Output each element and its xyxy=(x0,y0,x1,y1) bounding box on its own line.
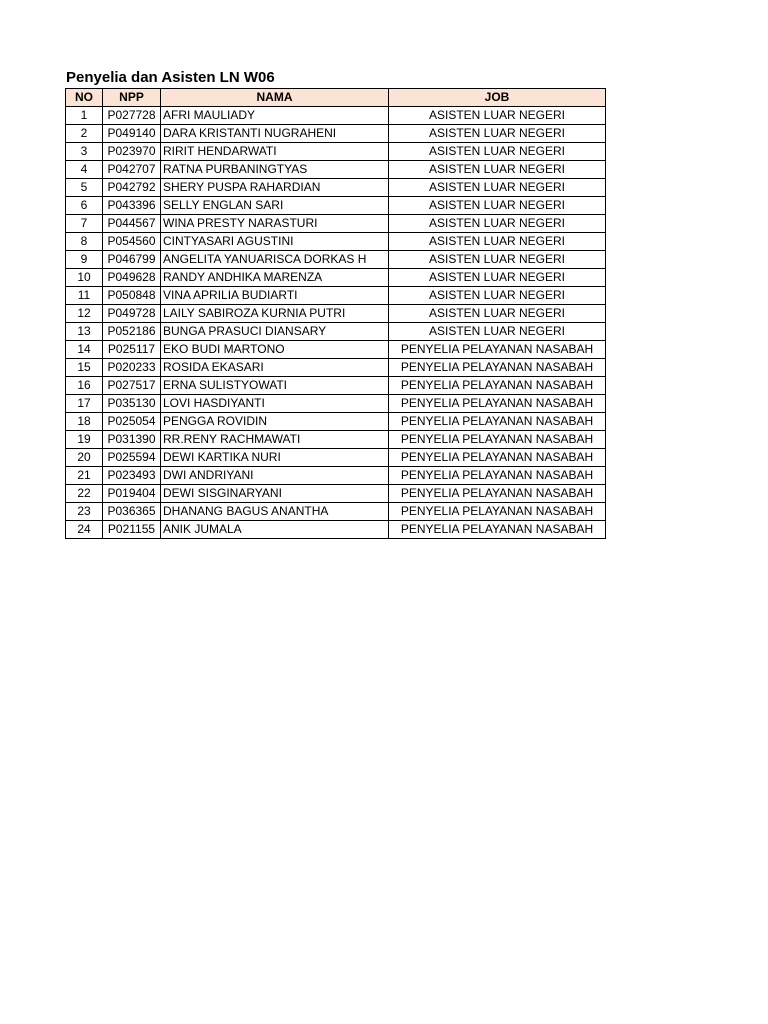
cell-job: PENYELIA PELAYANAN NASABAH xyxy=(389,485,606,503)
table-row xyxy=(66,197,606,215)
cell-no: 17 xyxy=(66,395,103,413)
cell-nama: LAILY SABIROZA KURNIA PUTRI xyxy=(161,305,389,323)
table-body xyxy=(66,107,606,539)
cell-no: 2 xyxy=(66,125,103,143)
cell-job: ASISTEN LUAR NEGERI xyxy=(389,215,606,233)
cell-npp: P035130 xyxy=(103,395,161,413)
table-row xyxy=(66,485,606,503)
cell-job: PENYELIA PELAYANAN NASABAH xyxy=(389,467,606,485)
cell-no: 22 xyxy=(66,485,103,503)
header-nama: NAMA xyxy=(161,89,389,107)
cell-nama: PENGGA ROVIDIN xyxy=(161,413,389,431)
cell-job: ASISTEN LUAR NEGERI xyxy=(389,323,606,341)
table-row xyxy=(66,377,606,395)
cell-npp: P020233 xyxy=(103,359,161,377)
cell-no: 12 xyxy=(66,305,103,323)
cell-no: 8 xyxy=(66,233,103,251)
cell-nama: DHANANG BAGUS ANANTHA xyxy=(161,503,389,521)
cell-no: 24 xyxy=(66,521,103,539)
cell-npp: P050848 xyxy=(103,287,161,305)
cell-npp: P021155 xyxy=(103,521,161,539)
cell-nama: ANIK JUMALA xyxy=(161,521,389,539)
cell-job: PENYELIA PELAYANAN NASABAH xyxy=(389,413,606,431)
cell-npp: P049140 xyxy=(103,125,161,143)
cell-nama: RATNA PURBANINGTYAS xyxy=(161,161,389,179)
cell-nama: ROSIDA EKASARI xyxy=(161,359,389,377)
cell-nama: CINTYASARI AGUSTINI xyxy=(161,233,389,251)
cell-nama: ERNA SULISTYOWATI xyxy=(161,377,389,395)
cell-npp: P025594 xyxy=(103,449,161,467)
table-row xyxy=(66,161,606,179)
cell-npp: P031390 xyxy=(103,431,161,449)
table-row xyxy=(66,287,606,305)
cell-npp: P025054 xyxy=(103,413,161,431)
cell-nama: VINA APRILIA BUDIARTI xyxy=(161,287,389,305)
table-row xyxy=(66,503,606,521)
cell-no: 7 xyxy=(66,215,103,233)
cell-nama: DEWI SISGINARYANI xyxy=(161,485,389,503)
table-row xyxy=(66,467,606,485)
cell-npp: P043396 xyxy=(103,197,161,215)
table-row xyxy=(66,251,606,269)
cell-job: ASISTEN LUAR NEGERI xyxy=(389,125,606,143)
cell-npp: P054560 xyxy=(103,233,161,251)
cell-npp: P046799 xyxy=(103,251,161,269)
cell-no: 5 xyxy=(66,179,103,197)
table-row xyxy=(66,413,606,431)
cell-nama: RR.RENY RACHMAWATI xyxy=(161,431,389,449)
cell-npp: P023493 xyxy=(103,467,161,485)
cell-no: 1 xyxy=(66,107,103,125)
cell-nama: DARA KRISTANTI NUGRAHENI xyxy=(161,125,389,143)
table-row xyxy=(66,143,606,161)
cell-nama: DWI ANDRIYANI xyxy=(161,467,389,485)
cell-npp: P042792 xyxy=(103,179,161,197)
cell-job: ASISTEN LUAR NEGERI xyxy=(389,197,606,215)
cell-nama: ANGELITA YANUARISCA DORKAS H xyxy=(161,251,389,269)
table-row xyxy=(66,125,606,143)
cell-job: PENYELIA PELAYANAN NASABAH xyxy=(389,395,606,413)
cell-no: 19 xyxy=(66,431,103,449)
cell-nama: RIRIT HENDARWATI xyxy=(161,143,389,161)
table-row xyxy=(66,395,606,413)
table-row xyxy=(66,431,606,449)
table-row xyxy=(66,323,606,341)
cell-no: 3 xyxy=(66,143,103,161)
cell-nama: DEWI KARTIKA NURI xyxy=(161,449,389,467)
table-row xyxy=(66,215,606,233)
cell-job: ASISTEN LUAR NEGERI xyxy=(389,251,606,269)
cell-no: 16 xyxy=(66,377,103,395)
cell-job: PENYELIA PELAYANAN NASABAH xyxy=(389,449,606,467)
cell-job: PENYELIA PELAYANAN NASABAH xyxy=(389,521,606,539)
cell-npp: P023970 xyxy=(103,143,161,161)
cell-npp: P049628 xyxy=(103,269,161,287)
table-row xyxy=(66,233,606,251)
cell-nama: AFRI MAULIADY xyxy=(161,107,389,125)
table-row xyxy=(66,107,606,125)
document-title: Penyelia dan Asisten LN W06 xyxy=(66,69,275,86)
cell-nama: EKO BUDI MARTONO xyxy=(161,341,389,359)
cell-npp: P027517 xyxy=(103,377,161,395)
cell-npp: P052186 xyxy=(103,323,161,341)
cell-nama: SHERY PUSPA RAHARDIAN xyxy=(161,179,389,197)
cell-npp: P042707 xyxy=(103,161,161,179)
cell-nama: BUNGA PRASUCI DIANSARY xyxy=(161,323,389,341)
cell-nama: LOVI HASDIYANTI xyxy=(161,395,389,413)
cell-no: 11 xyxy=(66,287,103,305)
cell-job: PENYELIA PELAYANAN NASABAH xyxy=(389,431,606,449)
cell-no: 13 xyxy=(66,323,103,341)
cell-no: 14 xyxy=(66,341,103,359)
cell-job: ASISTEN LUAR NEGERI xyxy=(389,287,606,305)
cell-nama: RANDY ANDHIKA MARENZA xyxy=(161,269,389,287)
cell-no: 15 xyxy=(66,359,103,377)
cell-job: ASISTEN LUAR NEGERI xyxy=(389,143,606,161)
cell-job: ASISTEN LUAR NEGERI xyxy=(389,107,606,125)
header-job: JOB xyxy=(389,89,606,107)
cell-npp: P049728 xyxy=(103,305,161,323)
cell-npp: P044567 xyxy=(103,215,161,233)
cell-no: 6 xyxy=(66,197,103,215)
cell-job: ASISTEN LUAR NEGERI xyxy=(389,161,606,179)
cell-job: ASISTEN LUAR NEGERI xyxy=(389,269,606,287)
cell-job: ASISTEN LUAR NEGERI xyxy=(389,305,606,323)
table-row xyxy=(66,359,606,377)
cell-nama: WINA PRESTY NARASTURI xyxy=(161,215,389,233)
cell-no: 9 xyxy=(66,251,103,269)
table-row xyxy=(66,449,606,467)
table-row xyxy=(66,341,606,359)
cell-no: 4 xyxy=(66,161,103,179)
cell-no: 20 xyxy=(66,449,103,467)
cell-job: ASISTEN LUAR NEGERI xyxy=(389,233,606,251)
cell-npp: P027728 xyxy=(103,107,161,125)
header-no: NO xyxy=(66,89,103,107)
cell-job: PENYELIA PELAYANAN NASABAH xyxy=(389,359,606,377)
cell-npp: P036365 xyxy=(103,503,161,521)
cell-no: 18 xyxy=(66,413,103,431)
cell-no: 21 xyxy=(66,467,103,485)
table-header-row xyxy=(66,89,606,107)
staff-table xyxy=(65,88,606,539)
table-row xyxy=(66,305,606,323)
cell-job: PENYELIA PELAYANAN NASABAH xyxy=(389,503,606,521)
cell-no: 23 xyxy=(66,503,103,521)
table-row xyxy=(66,521,606,539)
cell-job: PENYELIA PELAYANAN NASABAH xyxy=(389,341,606,359)
cell-job: ASISTEN LUAR NEGERI xyxy=(389,179,606,197)
table-row xyxy=(66,269,606,287)
header-npp: NPP xyxy=(103,89,161,107)
cell-no: 10 xyxy=(66,269,103,287)
cell-job: PENYELIA PELAYANAN NASABAH xyxy=(389,377,606,395)
cell-npp: P019404 xyxy=(103,485,161,503)
cell-nama: SELLY ENGLAN SARI xyxy=(161,197,389,215)
table-row xyxy=(66,179,606,197)
cell-npp: P025117 xyxy=(103,341,161,359)
